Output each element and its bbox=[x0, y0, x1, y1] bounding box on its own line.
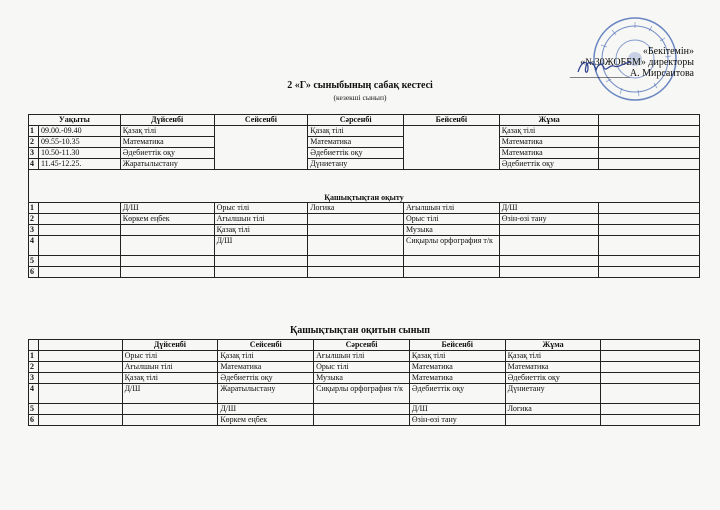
cell-extra bbox=[599, 126, 700, 137]
cell-fri: Қазақ тілі bbox=[505, 351, 601, 362]
cell: Қазақ тілі bbox=[214, 225, 308, 236]
cell bbox=[38, 256, 120, 267]
row-num: 6 bbox=[29, 267, 39, 278]
cell: Д/Ш bbox=[499, 203, 599, 214]
header-fri: Жұма bbox=[499, 115, 599, 126]
cell bbox=[38, 267, 120, 278]
cell: Сиқырлы орфография т/к bbox=[404, 236, 500, 256]
cell-blank bbox=[38, 404, 122, 415]
cell bbox=[214, 267, 308, 278]
header-fri: Жұма bbox=[505, 340, 601, 351]
row-num: 2 bbox=[29, 362, 39, 373]
cell-fri: Логика bbox=[505, 404, 601, 415]
cell bbox=[499, 225, 599, 236]
cell-mon: Математика bbox=[120, 137, 214, 148]
cell-mon: Қазақ тілі bbox=[122, 373, 218, 384]
cell bbox=[308, 267, 404, 278]
cell bbox=[308, 225, 404, 236]
cell-blank bbox=[38, 384, 122, 404]
cell-thu: Өзін-өзі тану bbox=[409, 415, 505, 426]
row-num: 4 bbox=[29, 159, 39, 170]
header-tue: Сейсенбі bbox=[214, 115, 308, 126]
cell bbox=[308, 236, 404, 256]
cell-mon bbox=[122, 415, 218, 426]
cell-blank bbox=[38, 373, 122, 384]
cell-thu: Қазақ тілі bbox=[409, 351, 505, 362]
cell-thu: Математика bbox=[409, 373, 505, 384]
cell-tue: Математика bbox=[218, 362, 314, 373]
cell-wed bbox=[314, 404, 410, 415]
table-row bbox=[29, 126, 700, 137]
row-num: 2 bbox=[29, 137, 39, 148]
cell-extra bbox=[601, 351, 700, 362]
table-row bbox=[29, 373, 700, 384]
table-row bbox=[29, 225, 700, 236]
cell bbox=[38, 236, 120, 256]
cell-extra bbox=[599, 225, 700, 236]
cell-extra bbox=[599, 203, 700, 214]
table-row bbox=[29, 404, 700, 415]
table-row bbox=[29, 203, 700, 214]
table-row bbox=[29, 148, 700, 159]
cell: Ағылшын тілі bbox=[214, 214, 308, 225]
row-num: 2 bbox=[29, 214, 39, 225]
table-row bbox=[29, 159, 700, 170]
cell-fri: Қазақ тілі bbox=[499, 126, 599, 137]
cell-wed: Музыка bbox=[314, 373, 410, 384]
cell-tue: Жаратылыстану bbox=[218, 384, 314, 404]
director-signature bbox=[574, 56, 634, 78]
cell bbox=[308, 214, 404, 225]
cell bbox=[120, 225, 214, 236]
cell: Д/Ш bbox=[120, 203, 214, 214]
row-num: 1 bbox=[29, 126, 39, 137]
cell: Көркем еңбек bbox=[120, 214, 214, 225]
cell-extra bbox=[599, 236, 700, 256]
cell-blank bbox=[38, 362, 122, 373]
cell bbox=[38, 203, 120, 214]
header-mon: Дүйсенбі bbox=[120, 115, 214, 126]
row-num: 4 bbox=[29, 384, 39, 404]
cell-extra bbox=[601, 415, 700, 426]
main-schedule-table bbox=[28, 114, 700, 278]
header-blank bbox=[38, 340, 122, 351]
row-num: 4 bbox=[29, 236, 39, 256]
cell-tue: Қазақ тілі bbox=[218, 351, 314, 362]
cell-wed: Орыс тілі bbox=[314, 362, 410, 373]
cell bbox=[38, 225, 120, 236]
cell-wed: Ағылшын тілі bbox=[314, 351, 410, 362]
cell: Логика bbox=[308, 203, 404, 214]
table-row bbox=[29, 256, 700, 267]
cell-wed: Математика bbox=[308, 137, 404, 148]
cell-extra bbox=[599, 148, 700, 159]
cell bbox=[499, 256, 599, 267]
cell-tue bbox=[214, 126, 308, 170]
cell-extra bbox=[601, 404, 700, 415]
cell bbox=[499, 236, 599, 256]
cell-thu: Д/Ш bbox=[409, 404, 505, 415]
cell: Өзін-өзі тану bbox=[499, 214, 599, 225]
cell-extra bbox=[601, 362, 700, 373]
header-wed: Сәрсенбі bbox=[308, 115, 404, 126]
cell-fri: Дүниетану bbox=[505, 384, 601, 404]
remote-schedule-table bbox=[28, 339, 700, 426]
header-mon: Дүйсенбі bbox=[122, 340, 218, 351]
header-thu: Бейсенбі bbox=[409, 340, 505, 351]
cell: Д/Ш bbox=[214, 236, 308, 256]
cell-thu: Математика bbox=[409, 362, 505, 373]
cell-mon: Орыс тілі bbox=[122, 351, 218, 362]
cell-wed bbox=[314, 415, 410, 426]
cell-tue: Әдебиеттік оқу bbox=[218, 373, 314, 384]
cell bbox=[404, 256, 500, 267]
table-row bbox=[29, 351, 700, 362]
cell-extra bbox=[601, 373, 700, 384]
cell-extra bbox=[599, 159, 700, 170]
approval-line-3: ____________А. Мирсаитова bbox=[569, 68, 694, 79]
cell bbox=[120, 256, 214, 267]
cell: Ағылшын тілі bbox=[404, 203, 500, 214]
table-row bbox=[29, 415, 700, 426]
row-time: 09.55-10.35 bbox=[38, 137, 120, 148]
row-num: 3 bbox=[29, 148, 39, 159]
cell-fri: Математика bbox=[499, 148, 599, 159]
cell-blank bbox=[38, 415, 122, 426]
cell-mon: Қазақ тілі bbox=[120, 126, 214, 137]
cell-thu bbox=[404, 126, 500, 170]
section-remote-label: Қашықтықтан оқыту bbox=[29, 170, 700, 203]
director-name: А. Мирсаитова bbox=[629, 68, 694, 79]
header-wed: Сәрсенбі bbox=[314, 340, 410, 351]
row-num: 1 bbox=[29, 351, 39, 362]
header-tue: Сейсенбі bbox=[218, 340, 314, 351]
cell: Музыка bbox=[404, 225, 500, 236]
approval-line-1: «Бекітемін» bbox=[642, 46, 694, 57]
cell-mon: Д/Ш bbox=[122, 384, 218, 404]
cell: Орыс тілі bbox=[214, 203, 308, 214]
header-thu: Бейсенбі bbox=[404, 115, 500, 126]
cell bbox=[308, 256, 404, 267]
approval-line-2: «№30ЖОББМ» директоры bbox=[580, 57, 694, 68]
remote-class-title: Қашықтықтан оқитын сынып bbox=[289, 325, 431, 336]
cell-mon: Ағылшын тілі bbox=[122, 362, 218, 373]
page-subtitle: (кезекші сынып) bbox=[333, 93, 387, 102]
section-row bbox=[29, 170, 700, 203]
header-extra bbox=[601, 340, 700, 351]
cell-wed: Дүниетану bbox=[308, 159, 404, 170]
cell bbox=[499, 267, 599, 278]
table-row bbox=[29, 362, 700, 373]
remote-header-row bbox=[29, 340, 700, 351]
row-num: 3 bbox=[29, 373, 39, 384]
cell bbox=[214, 256, 308, 267]
main-header-row bbox=[29, 115, 700, 126]
cell-fri: Математика bbox=[499, 137, 599, 148]
cell-extra bbox=[599, 214, 700, 225]
cell bbox=[404, 267, 500, 278]
row-num: 3 bbox=[29, 225, 39, 236]
cell-wed: Қазақ тілі bbox=[308, 126, 404, 137]
row-num: 5 bbox=[29, 404, 39, 415]
cell-fri: Әдебиеттік оқу bbox=[505, 373, 601, 384]
header-time: Уақыты bbox=[29, 115, 121, 126]
cell-extra bbox=[599, 137, 700, 148]
table-row bbox=[29, 267, 700, 278]
cell-extra bbox=[599, 267, 700, 278]
cell bbox=[38, 214, 120, 225]
table-row bbox=[29, 214, 700, 225]
cell-mon bbox=[122, 404, 218, 415]
cell: Орыс тілі bbox=[404, 214, 500, 225]
cell-tue: Көркем еңбек bbox=[218, 415, 314, 426]
cell-wed: Сиқырлы орфография т/к bbox=[314, 384, 410, 404]
cell-blank bbox=[38, 351, 122, 362]
row-num: 6 bbox=[29, 415, 39, 426]
cell-tue: Д/Ш bbox=[218, 404, 314, 415]
cell-fri bbox=[505, 415, 601, 426]
row-time: 10.50-11.30 bbox=[38, 148, 120, 159]
cell-fri: Әдебиеттік оқу bbox=[499, 159, 599, 170]
cell-thu: Әдебиеттік оқу bbox=[409, 384, 505, 404]
cell-wed: Әдебиеттік оқу bbox=[308, 148, 404, 159]
cell-mon: Жаратылыстану bbox=[120, 159, 214, 170]
table-row bbox=[29, 137, 700, 148]
row-time: 11.45-12.25. bbox=[38, 159, 120, 170]
header-extra bbox=[599, 115, 700, 126]
table-row bbox=[29, 384, 700, 404]
cell bbox=[120, 236, 214, 256]
header-num bbox=[29, 340, 39, 351]
cell-extra bbox=[599, 256, 700, 267]
cell-extra bbox=[601, 384, 700, 404]
page-title: 2 «Г» сыныбының сабақ кестесі bbox=[287, 80, 433, 91]
cell-mon: Әдебиеттік оқу bbox=[120, 148, 214, 159]
row-num: 5 bbox=[29, 256, 39, 267]
row-time: 09.00.-09.40 bbox=[38, 126, 120, 137]
cell bbox=[120, 267, 214, 278]
table-row bbox=[29, 236, 700, 256]
cell-fri: Математика bbox=[505, 362, 601, 373]
row-num: 1 bbox=[29, 203, 39, 214]
